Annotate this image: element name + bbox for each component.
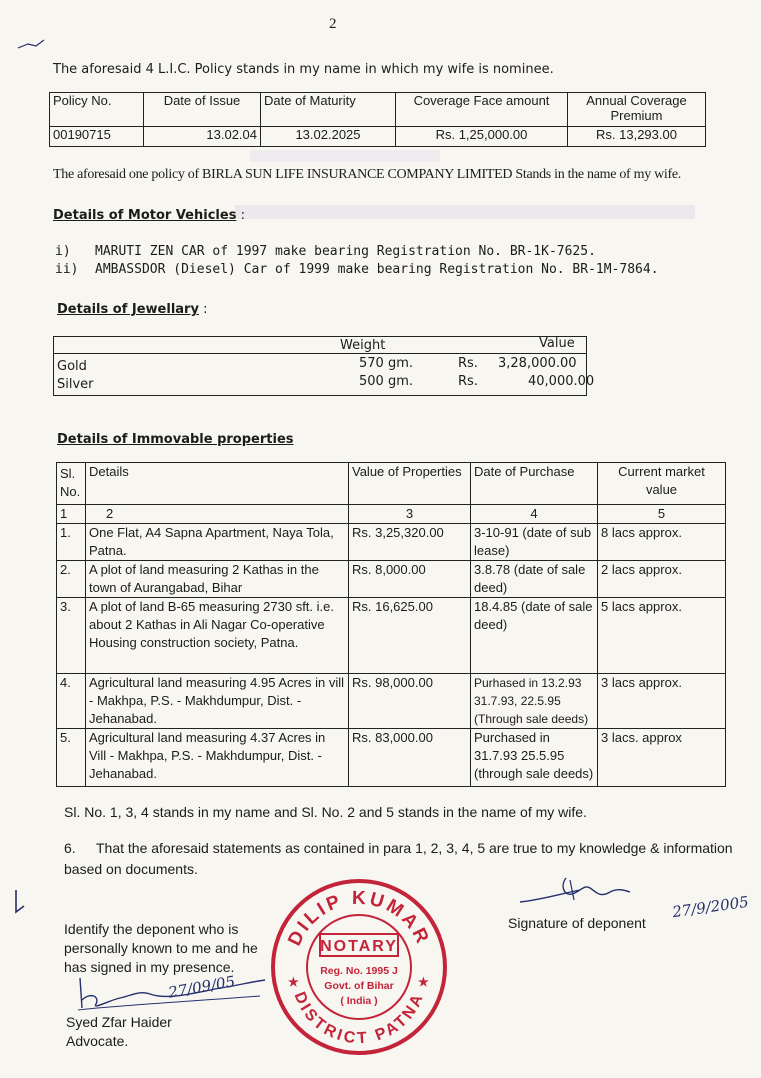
- property-value: Rs. 3,25,320.00: [349, 524, 471, 561]
- jewellery-currency: Rs.: [458, 356, 478, 371]
- property-sl: 3.: [57, 598, 86, 674]
- immovable-heading: Details of Immovable properties: [57, 432, 294, 447]
- pen-mark: [16, 36, 46, 52]
- intro-text: The aforesaid 4 L.I.C. Policy stands in my name in which my wife is nominee.: [53, 62, 554, 77]
- property-value: Rs. 83,000.00: [349, 729, 471, 787]
- motor-item-text: MARUTI ZEN CAR of 1997 make bearing Registration No. BR-1K-7625.: [95, 244, 596, 259]
- property-sl: 4.: [57, 674, 86, 729]
- policy-cell: 13.02.04: [144, 127, 261, 147]
- policy-cell: Rs. 1,25,000.00: [396, 127, 568, 147]
- bleed-through-mark: [235, 205, 695, 219]
- property-date: 3-10-91 (date of sub lease): [471, 524, 598, 561]
- motor-heading-text: Details of Motor Vehicles: [53, 208, 237, 223]
- jewellery-currency: Rs.: [458, 374, 478, 389]
- advocate-title: Advocate.: [66, 1033, 129, 1049]
- property-value: Rs. 8,000.00: [349, 561, 471, 598]
- property-market: 3 lacs. approx: [598, 729, 726, 787]
- property-row: [57, 729, 726, 787]
- motor-item-num: ii): [55, 262, 79, 277]
- jewellery-heading-text: Details of Jewellary: [57, 302, 199, 317]
- jewellery-header-weight: Weight: [340, 338, 386, 353]
- policy-header-cell: Date of Issue: [144, 93, 261, 127]
- jewellery-weight: 570 gm.: [359, 356, 413, 371]
- deponent-date: 27/9/2005: [671, 892, 750, 922]
- immovable-col-num: 5: [598, 505, 726, 524]
- property-row: [57, 524, 726, 561]
- immovable-col-num: 1: [57, 505, 86, 524]
- property-value: Rs. 16,625.00: [349, 598, 471, 674]
- seal-star-icon: ★: [288, 975, 299, 989]
- policy-cell: 00190715: [50, 127, 144, 147]
- property-date: 3.8.78 (date of sale deed): [471, 561, 598, 598]
- bleed-through-mark: [250, 150, 440, 162]
- motor-item-text: AMBASSDOR (Diesel) Car of 1999 make bearing Registration No. BR-1M-7864.: [95, 262, 659, 277]
- jewellery-item: Gold: [57, 359, 87, 374]
- property-details: Agricultural land measuring 4.95 Acres in vill - Makhpa, P.S. - Makhdumpur, Dist. - Jehanabad.: [86, 674, 349, 729]
- motor-item-num: i): [55, 244, 71, 259]
- seal-top-text: DILIP KUMAR: [284, 887, 434, 950]
- policy-cell: 13.02.2025: [261, 127, 396, 147]
- seal-india: ( India ): [340, 995, 378, 1007]
- para-6-num: 6.: [64, 840, 76, 856]
- jewellery-table: [53, 336, 595, 396]
- property-sl: 5.: [57, 729, 86, 787]
- page-number: 2: [329, 16, 337, 32]
- jewellery-header-value: Value: [539, 336, 575, 351]
- property-value: Rs. 98,000.00: [349, 674, 471, 729]
- immovable-col-num: 3: [349, 505, 471, 524]
- policy-cell: Rs. 13,293.00: [568, 127, 706, 147]
- advocate-date: 27/09/05: [166, 972, 237, 1002]
- immovable-header-cell: Current market value: [598, 463, 726, 505]
- deponent-label: Signature of deponent: [508, 915, 646, 931]
- jewellery-weight: 500 gm.: [359, 374, 413, 389]
- property-market: 2 lacs approx.: [598, 561, 726, 598]
- margin-mark: [10, 888, 30, 918]
- property-details: A plot of land B-65 measuring 2730 sft. i.e. about 2 Kathas in Ali Nagar Co-operative Housing construction society, Patna.: [86, 598, 349, 674]
- property-date: Purchased in 31.7.93 25.5.95 (through sale deeds): [471, 729, 598, 787]
- property-row: [57, 598, 726, 674]
- identify-text: Identify the deponent who is personally known to me and he has signed in my presence.: [64, 921, 258, 975]
- property-date: Purhased in 13.2.93 31.7.93, 22.5.95 (Through sale deeds): [471, 674, 598, 729]
- jewellery-value: 40,000.00: [528, 374, 595, 389]
- para-6-text: That the aforesaid statements as contained in para 1, 2, 3, 4, 5 are true to my knowledge & information based on documents.: [64, 840, 733, 877]
- birla-text: The aforesaid one policy of BIRLA SUN LIFE INSURANCE COMPANY LIMITED Stands in the name of my wife.: [53, 167, 681, 182]
- immovable-header-cell: Date of Purchase: [471, 463, 598, 505]
- property-row: [57, 561, 726, 598]
- immovable-header-cell: Details: [86, 463, 349, 505]
- property-market: 8 lacs approx.: [598, 524, 726, 561]
- deponent-signature: [500, 870, 670, 920]
- motor-item: [55, 244, 596, 259]
- policy-header-cell: Annual Coverage Premium: [568, 93, 706, 127]
- property-market: 5 lacs approx.: [598, 598, 726, 674]
- property-date: 18.4.85 (date of sale deed): [471, 598, 598, 674]
- motor-heading: Details of Motor Vehicles :: [53, 208, 245, 223]
- motor-item: [55, 262, 659, 277]
- property-details: Agricultural land measuring 4.37 Acres in Vill - Makhpa, P.S. - Makhdumpur, Dist. - Jehanabad.: [86, 729, 349, 787]
- seal-star-icon: ★: [418, 975, 429, 989]
- property-market: 3 lacs approx.: [598, 674, 726, 729]
- property-sl: 2.: [57, 561, 86, 598]
- advocate-name: Syed Zfar Haider: [66, 1014, 172, 1030]
- seal-reg: Reg. No. 1995 J: [320, 965, 398, 977]
- policy-header-cell: Date of Maturity: [261, 93, 396, 127]
- immovable-table: [56, 462, 726, 787]
- property-row: [57, 674, 726, 729]
- immovable-col-num: 2: [86, 505, 349, 524]
- jewellery-value: 3,28,000.00: [498, 356, 577, 371]
- policy-table: [49, 92, 706, 147]
- property-details: A plot of land measuring 2 Kathas in the town of Aurangabad, Bihar: [86, 561, 349, 598]
- property-sl: 1.: [57, 524, 86, 561]
- policy-header-cell: Policy No.: [50, 93, 144, 127]
- seal-govt: Govt. of Bihar: [324, 980, 394, 992]
- policy-header-cell: Coverage Face amount: [396, 93, 568, 127]
- immovable-header-cell: Sl. No.: [57, 463, 86, 505]
- jewellery-item: Silver: [57, 377, 94, 392]
- jewellery-heading: Details of Jewellary :: [57, 302, 208, 317]
- immovable-col-num: 4: [471, 505, 598, 524]
- seal-center: NOTARY: [320, 938, 398, 955]
- notary-seal: [268, 876, 450, 1058]
- immovable-header-cell: Value of Properties: [349, 463, 471, 505]
- sl-note: Sl. No. 1, 3, 4 stands in my name and Sl. No. 2 and 5 stands in the name of my wife.: [64, 804, 587, 820]
- seal-bottom-text: DISTRICT PATNA: [290, 989, 428, 1048]
- property-details: One Flat, A4 Sapna Apartment, Naya Tola, Patna.: [86, 524, 349, 561]
